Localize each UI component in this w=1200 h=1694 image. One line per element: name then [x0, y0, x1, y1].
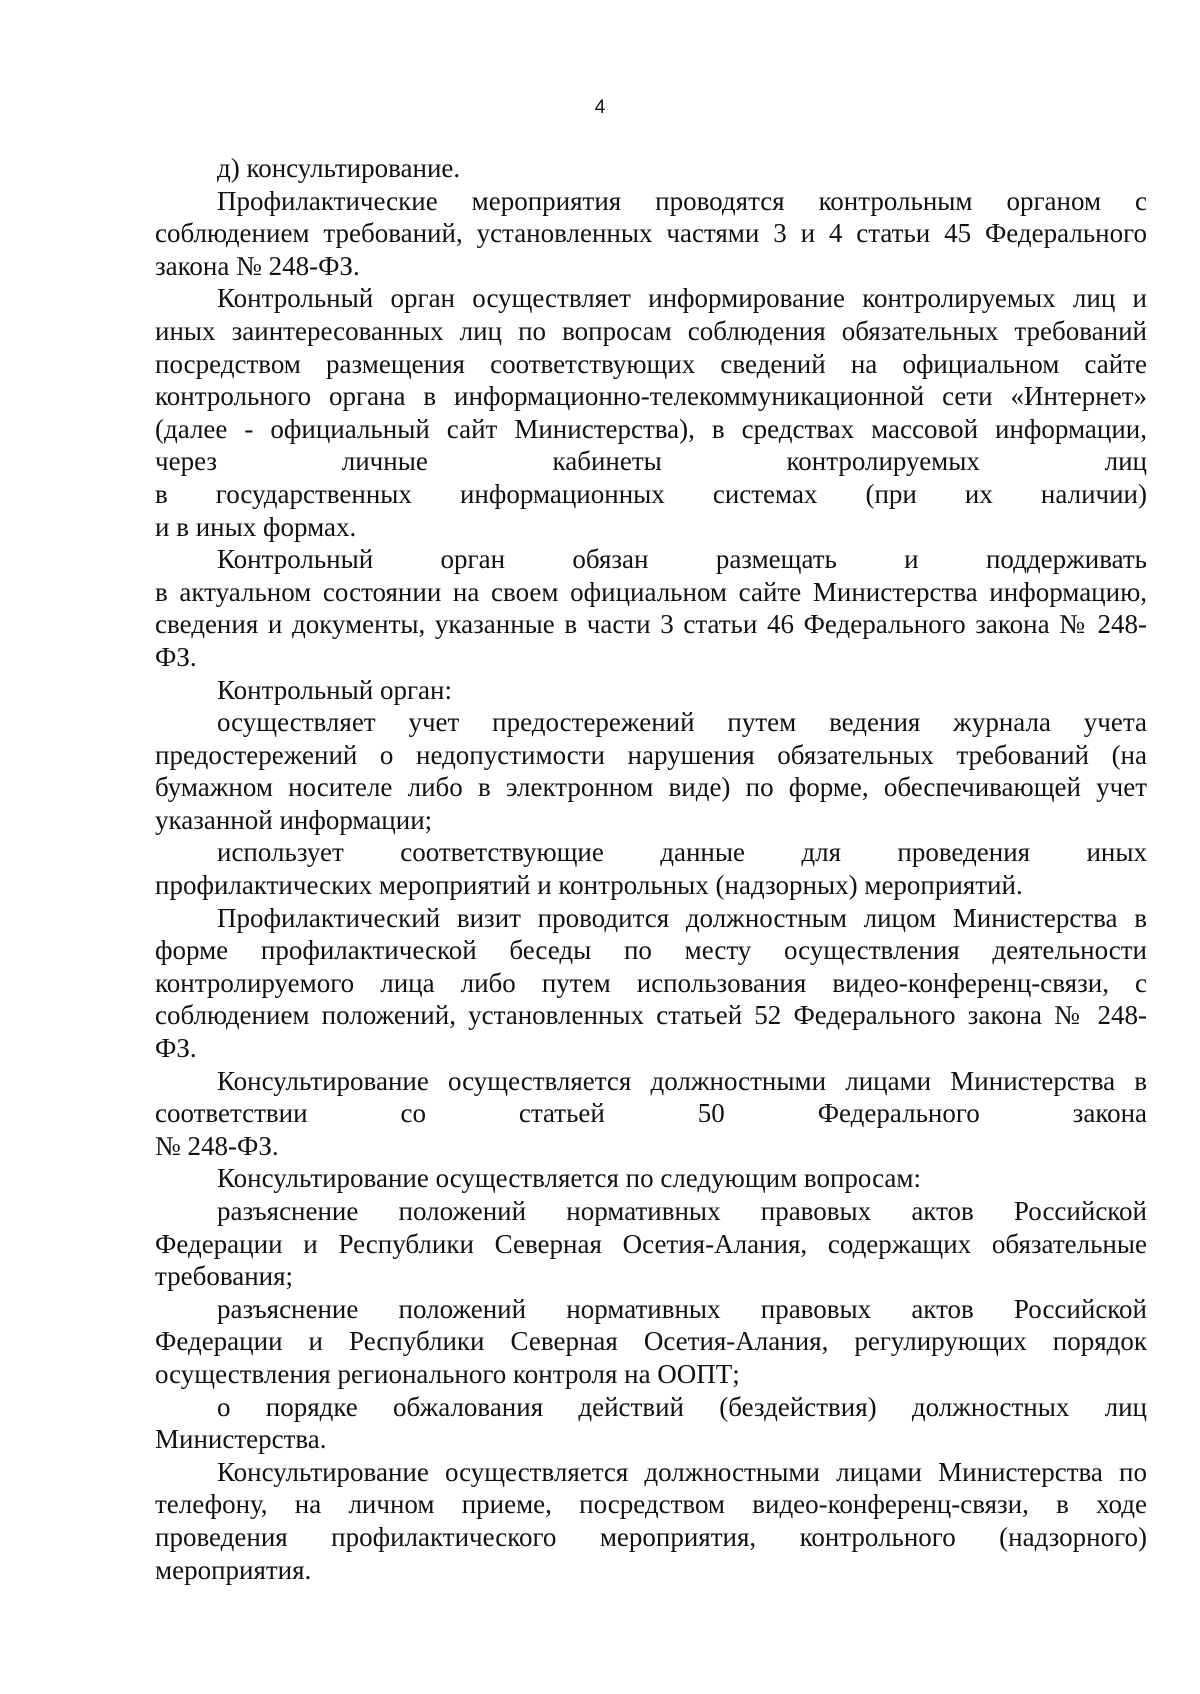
text-line: ФЗ.	[155, 1033, 197, 1064]
text-line: контролируемого лица либо путем использования видео-конференц-связи, с	[155, 967, 1147, 998]
text-line: соответствии со статьей 50 Федерального закона	[155, 1098, 1147, 1129]
text-line: требования;	[155, 1261, 294, 1292]
paragraph	[155, 543, 1147, 673]
text-line: сведения и документы, указанные в части 3 статьи 46 Федерального закона № 248-	[155, 609, 1147, 640]
paragraph	[155, 1162, 1147, 1195]
paragraph	[155, 1195, 1147, 1293]
text-line: разъяснение положений нормативных правовых актов Российской	[217, 1293, 1147, 1324]
text-line: мероприятия.	[155, 1554, 312, 1585]
text-line: указанной информации;	[155, 804, 433, 835]
text-line: ФЗ.	[155, 641, 197, 672]
text-line: и в иных формах.	[155, 511, 357, 542]
text-line: Контрольный орган обязан размещать и поддерживать	[217, 544, 1147, 575]
text-line: д) консультирование.	[217, 153, 461, 183]
text-line: в актуальном состоянии на своем официальном сайте Министерства информацию,	[155, 576, 1147, 607]
text-line: разъяснение положений нормативных правовых актов Российской	[217, 1196, 1147, 1226]
paragraph	[155, 1065, 1147, 1163]
text-line: предостережений о недопустимости нарушения обязательных требований (на	[155, 739, 1147, 770]
paragraph	[155, 674, 1147, 707]
text-line: Министерства.	[155, 1424, 327, 1455]
text-line: № 248-ФЗ.	[155, 1130, 279, 1161]
text-line: через личные кабинеты контролируемых лиц	[155, 446, 1147, 477]
text-line: посредством размещения соответствующих сведений на официальном сайте	[155, 348, 1147, 379]
text-line: использует соответствующие данные для проведения иных	[217, 837, 1147, 868]
text-line: соблюдением требований, установленных частями 3 и 4 статьи 45 Федерального	[155, 218, 1147, 249]
page-number: 4	[594, 97, 606, 118]
text-line: (далее - официальный сайт Министерства), в средствах массовой информации,	[155, 413, 1147, 444]
text-line: осуществляет учет предостережений путем ведения журнала учета	[217, 707, 1147, 738]
text-line: осуществления регионального контроля на ООПТ;	[155, 1358, 740, 1389]
paragraph	[155, 282, 1147, 543]
text-line: Профилактический визит проводится должностным лицом Министерства в	[217, 902, 1147, 933]
text-line: Профилактические мероприятия проводятся контрольным органом с	[217, 185, 1147, 216]
text-line: о порядке обжалования действий (бездействия) должностных лиц	[217, 1391, 1147, 1422]
text-line: контрольного органа в информационно-телекоммуникационной сети «Интернет»	[155, 381, 1147, 412]
paragraph	[155, 706, 1147, 836]
paragraph	[155, 836, 1147, 901]
paragraph	[155, 902, 1147, 1065]
paragraph	[155, 1456, 1147, 1586]
paragraph	[155, 185, 1147, 283]
text-line: Консультирование осуществляется должностными лицами Министерства по	[217, 1456, 1147, 1487]
text-line: бумажном носителе либо в электронном виде) по форме, обеспечивающей учет	[155, 772, 1147, 803]
text-line: соблюдением положений, установленных статьей 52 Федерального закона № 248-	[155, 1000, 1147, 1031]
document-body	[155, 152, 1147, 1586]
text-line: проведения профилактического мероприятия, контрольного (надзорного)	[155, 1521, 1147, 1552]
text-line: Контрольный орган:	[217, 674, 452, 705]
text-line: Контрольный орган осуществляет информирование контролируемых лиц и	[217, 283, 1147, 314]
text-line: телефону, на личном приеме, посредством видео-конференц-связи, в ходе	[155, 1489, 1147, 1520]
text-line: профилактических мероприятий и контрольных (надзорных) мероприятий.	[155, 870, 1023, 901]
text-line: закона № 248-ФЗ.	[155, 250, 360, 281]
paragraph	[155, 1293, 1147, 1391]
text-line: форме профилактической беседы по месту осуществления деятельности	[155, 935, 1147, 966]
text-line: Федерации и Республики Северная Осетия-Алания, содержащих обязательные	[155, 1228, 1147, 1259]
text-line: в государственных информационных системах (при их наличии)	[155, 478, 1147, 509]
paragraph	[155, 152, 1147, 185]
text-line: Консультирование осуществляется по следующим вопросам:	[217, 1163, 921, 1194]
text-line: иных заинтересованных лиц по вопросам соблюдения обязательных требований	[155, 315, 1147, 346]
paragraph	[155, 1391, 1147, 1456]
text-line: Консультирование осуществляется должностными лицами Министерства в	[217, 1065, 1147, 1096]
text-line: Федерации и Республики Северная Осетия-Алания, регулирующих порядок	[155, 1326, 1147, 1357]
